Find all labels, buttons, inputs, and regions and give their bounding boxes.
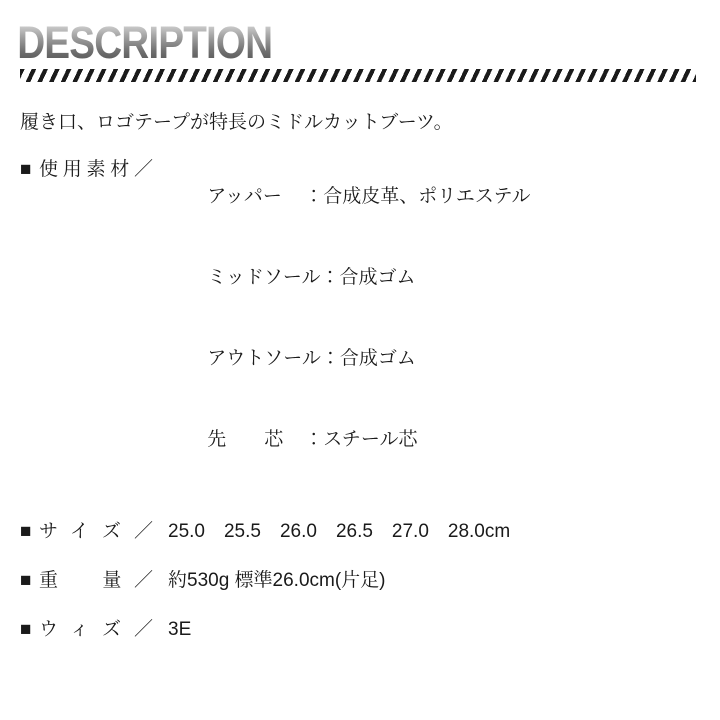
weight-value: 約530g 標準26.0cm(片足) [168, 570, 386, 591]
width-value: 3E [168, 619, 192, 640]
material-name: 先 芯 [207, 429, 284, 450]
intro-text: 履き口、ロゴテープが特長のミドルカットブーツ。 [20, 112, 453, 133]
colon-separator: ： [304, 429, 324, 450]
square-bullet-icon: ■ [20, 570, 32, 591]
diagonal-stripes-divider [20, 69, 696, 82]
weight-label-group [20, 567, 153, 594]
size-values: 25.0 25.5 26.0 26.5 27.0 28.0cm [168, 521, 511, 542]
weight-label: 重 量／ [39, 570, 153, 591]
materials-label: 使用素材／ [39, 159, 153, 180]
colon-separator: ： [320, 348, 340, 369]
width-label: ウィズ／ [39, 619, 153, 640]
material-value: 合成皮革、ポリエステル [323, 186, 531, 207]
material-name: アウトソール [207, 348, 321, 369]
material-name: ミッドソール [207, 267, 321, 288]
material-row-toecap [165, 399, 531, 480]
weight-spec-row [20, 567, 700, 594]
size-spec-row [20, 518, 700, 545]
size-label-group [20, 518, 153, 545]
materials-spec-row [20, 156, 700, 480]
material-value: スチール芯 [323, 429, 418, 450]
description-heading: DESCRIPTION [0, 0, 272, 66]
square-bullet-icon: ■ [20, 159, 32, 180]
material-value: 合成ゴム [339, 267, 416, 288]
material-value: 合成ゴム [339, 348, 416, 369]
materials-rows [165, 156, 531, 480]
size-label: サイズ／ [39, 521, 153, 542]
materials-label-group [20, 156, 153, 183]
square-bullet-icon: ■ [20, 521, 32, 542]
colon-separator: ： [320, 267, 340, 288]
width-spec-row [20, 616, 700, 643]
material-name: アッパー [207, 186, 301, 207]
material-row-upper [165, 156, 531, 237]
width-label-group [20, 616, 153, 643]
material-row-outsole [165, 318, 531, 399]
material-row-midsole [165, 237, 531, 318]
colon-separator: ： [304, 186, 324, 207]
square-bullet-icon: ■ [20, 619, 32, 640]
